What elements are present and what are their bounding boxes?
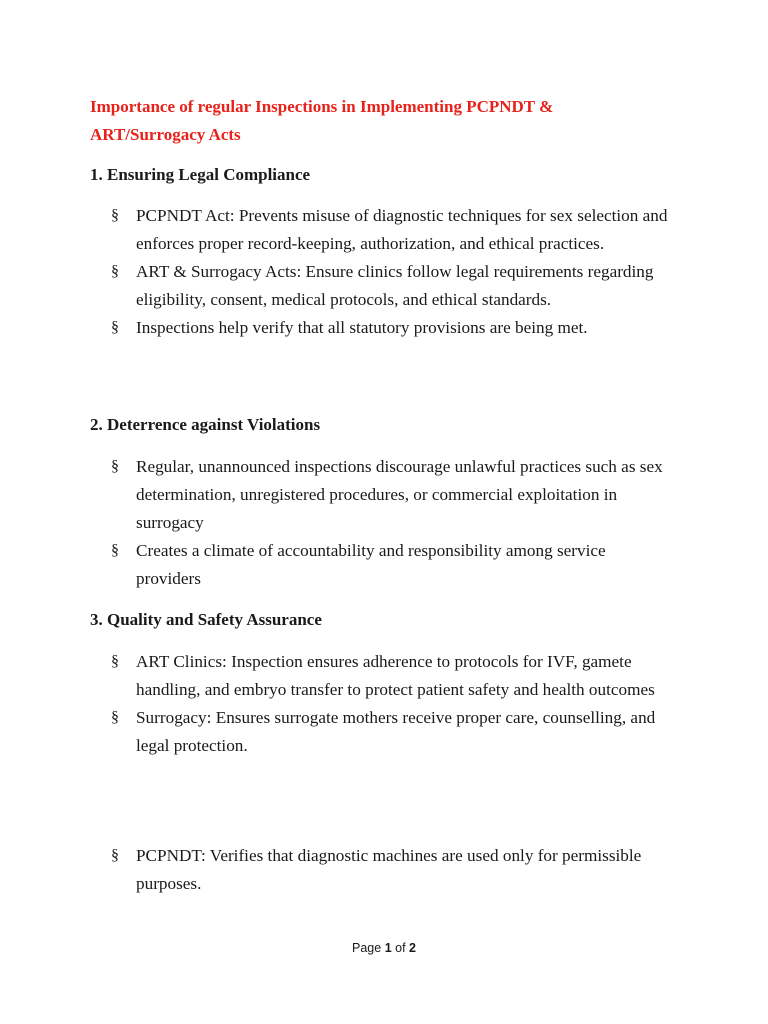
list-item-text: Surrogacy: Ensures surrogate mothers receive proper care, counselling, and legal protection. [136, 708, 656, 755]
section-bullet-icon: § [111, 653, 119, 670]
bullet-list-quality-safety-continued [111, 842, 671, 898]
section-bullet-icon: § [111, 847, 119, 864]
section-bullet-icon: § [111, 263, 119, 280]
section-heading-quality-safety: 3. Quality and Safety Assurance [90, 610, 322, 629]
list-item-text: ART Clinics: Inspection ensures adherence to protocols for IVF, gamete handling, and embryo transfer to protect patient safety and health outcomes [136, 652, 655, 699]
section-heading-legal-compliance: 1. Ensuring Legal Compliance [90, 165, 311, 184]
section-bullet-icon: § [111, 542, 119, 559]
list-item [111, 453, 671, 537]
list-item [111, 202, 671, 258]
list-item-text: ART & Surrogacy Acts: Ensure clinics follow legal requirements regarding eligibility, consent, medical protocols, and ethical standards. [136, 262, 654, 309]
bullet-list-deterrence [111, 453, 671, 593]
list-item [111, 704, 671, 760]
bullet-list-quality-safety [111, 648, 671, 760]
list-item-text: PCPNDT: Verifies that diagnostic machines are used only for permissible purposes. [136, 846, 642, 893]
page-of-label: of [395, 941, 406, 955]
list-item [111, 842, 671, 898]
section-bullet-icon: § [111, 458, 119, 475]
list-item [111, 314, 671, 342]
list-item [111, 537, 671, 593]
total-pages-number: 2 [409, 941, 416, 955]
list-item-text: Regular, unannounced inspections discourage unlawful practices such as sex determination, unregistered procedures, or commercial exploitation in surrogacy [136, 457, 663, 532]
section-bullet-icon: § [111, 207, 119, 224]
list-item [111, 648, 671, 704]
list-item-text: Creates a climate of accountability and responsibility among service providers [136, 541, 606, 588]
section-bullet-icon: § [111, 709, 119, 726]
list-item-text: PCPNDT Act: Prevents misuse of diagnostic techniques for sex selection and enforces proper record-keeping, authorization, and ethical practices. [136, 206, 668, 253]
page-footer [0, 941, 768, 955]
current-page-number: 1 [384, 941, 392, 955]
list-item [111, 258, 671, 314]
document-title: Importance of regular Inspections in Implementing PCPNDT & ART/Surrogacy Acts [90, 97, 554, 144]
page-label: Page [352, 941, 382, 955]
bullet-list-legal-compliance [111, 202, 671, 342]
section-bullet-icon: § [111, 319, 119, 336]
section-heading-deterrence: 2. Deterrence against Violations [90, 415, 321, 434]
list-item-text: Inspections help verify that all statutory provisions are being met. [136, 318, 588, 337]
